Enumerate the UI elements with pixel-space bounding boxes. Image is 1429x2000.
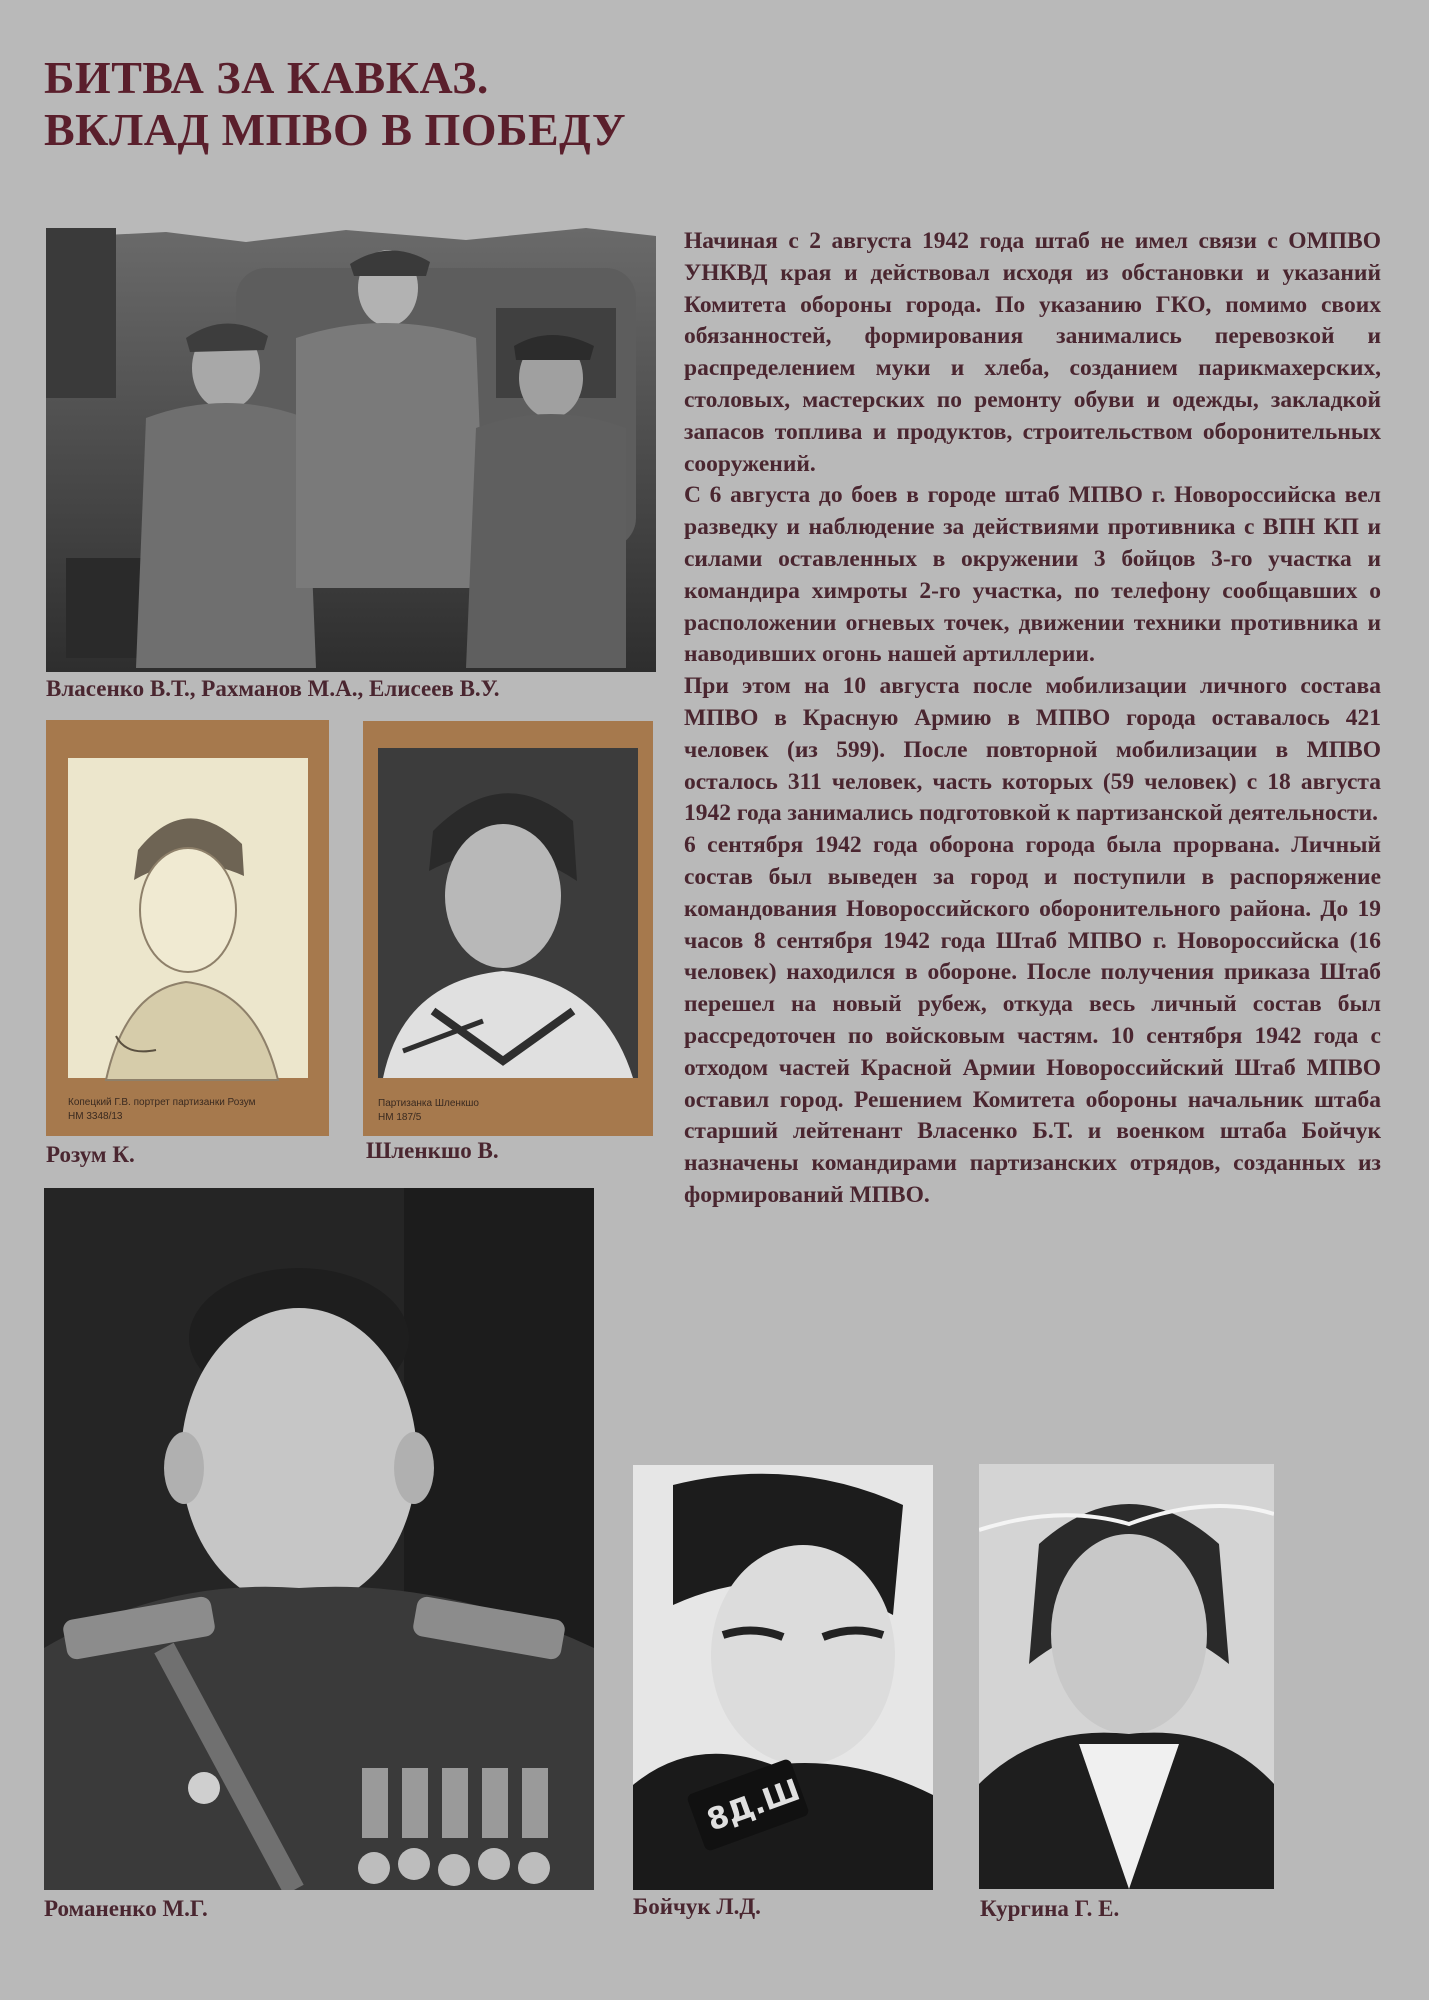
rozum-card-label-1: Копецкий Г.В. портрет партизанки Розум: [68, 1097, 256, 1108]
boychuk-collar-text: 8Д.Ш: [702, 1772, 805, 1839]
article-paragraph: Начиная с 2 августа 1942 года штаб не имел связи с ОМПВО УНКВД края и действовал исходя из обстановки и указаний Комитета обороны города. По указанию ГКО, помимо своих обязанностей, формирования занимались перевозкой и распределением муки и хлеба, созданием парикмахерских, столовых, мастерских по ремонту обуви и одежды, закладкой запасов топлива и продуктов, строительством оборонительных сооружений.: [684, 228, 1381, 477]
rozum-caption: Розум К.: [46, 1142, 135, 1167]
kurgina-caption: Кургина Г. Е.: [980, 1896, 1120, 1921]
group-photo-caption: Власенко В.Т., Рахманов М.А., Елисеев В.У.: [46, 676, 500, 701]
page-title: [44, 52, 626, 156]
rozum-portrait-card: [46, 720, 329, 1136]
title-line-2: ВКЛАД МПВО В ПОБЕДУ: [44, 104, 627, 155]
article-paragraph: С 6 августа до боев в городе штаб МПВО г. Новороссийска вел разведку и наблюдение за действиями противника с ВПН КП и силами оставленных в окружении 3 бойцов 3-го участка и командира химроты 2-го участка, по телефону сообщавших о расположении огневых точек, движении техники противника и наводивших огонь нашей артиллерии.: [684, 482, 1381, 668]
article-paragraph: 6 сентября 1942 года оборона города была прорвана. Личный состав был выведен за город и поступили в распоряжение командования Новороссийского оборонительного района. До 19 часов 8 сентября 1942 года Штаб МПВО г. Новороссийска (16 человек) находился в обороне. После получения приказа Штаб перешел на новый рубеж, откуда весь личный состав был рассредоточен по войсковым частям. 10 сентября 1942 года с отходом частей Красной Армии Новороссийский Штаб МПВО оставил город. Решением Комитета обороны начальник штаба старший лейтенант Власенко Б.Т. и военком штаба Бойчук назначены командирами партизанских отрядов, созданных из формирований МПВО.: [684, 832, 1381, 1208]
shlenkshko-caption: Шленкшо В.: [366, 1138, 499, 1163]
shlenkshko-portrait-card: [363, 721, 653, 1136]
kurgina-photo: [979, 1464, 1274, 1889]
shlenkshko-card-label-2: НМ 187/5: [378, 1112, 422, 1123]
rozum-card-label-2: НМ 3348/13: [68, 1111, 123, 1122]
boychuk-caption: Бойчук Л.Д.: [633, 1894, 761, 1919]
group-photo: [46, 228, 656, 672]
title-line-1: БИТВА ЗА КАВКАЗ.: [44, 52, 489, 103]
shlenkshko-card-label-1: Партизанка Шленкшо: [378, 1098, 479, 1109]
article-text: [684, 226, 1381, 1212]
romanenko-caption: Романенко М.Г.: [44, 1896, 208, 1921]
romanenko-photo: [44, 1188, 594, 1890]
article-paragraph: При этом на 10 августа после мобилизации личного состава МПВО в Красную Армию в МПВО города оставалось 421 человек (из 599). После повторной мобилизации в МПВО осталось 311 человек, часть которых (59 человек) с 18 августа 1942 года занимались подготовкой к партизанской деятельности.: [684, 673, 1381, 827]
boychuk-photo: [633, 1465, 933, 1890]
